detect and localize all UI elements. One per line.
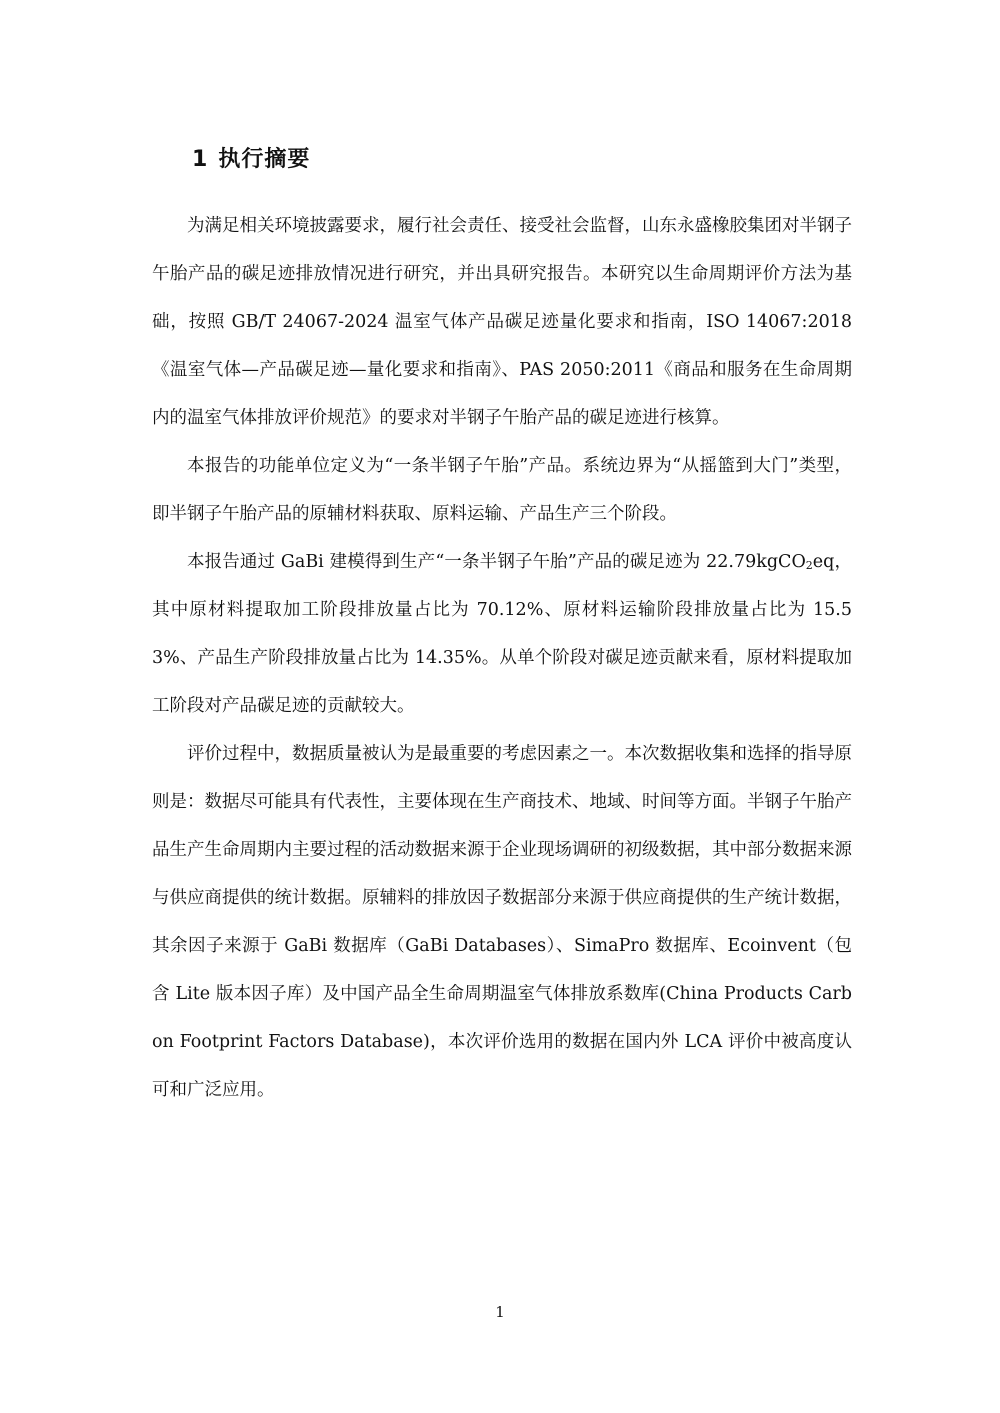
body-text bbox=[152, 202, 852, 1114]
section-number: 1 bbox=[192, 147, 209, 172]
paragraph-data-quality: 评价过程中，数据质量被认为是最重要的考虑因素之一。本次数据收集和选择的指导原则是：数据尽可能具有代表性，主要体现在生产商技术、地域、时间等方面。半钢子午胎产品生产生命周期内主要过程的活动数据来源于企业现场调研的初级数据，其中部分数据来源与供应商提供的统计数据。原辅料的排放因子数据部分来源于供应商提供的生产统计数据，其余因子来源于 GaBi 数据库（GaBi Databases）、SimaPro 数据库、Ecoinvent（包含 Lite 版本因子库）及中国产品全生命周期温室气体排放系数库(China Products Carbon Footprint Factors Database)，本次评价选用的数据在国内外 LCA 评价中被高度认可和广泛应用。 bbox=[152, 744, 852, 1100]
section-title: 执行摘要 bbox=[218, 147, 311, 172]
section-heading bbox=[192, 142, 310, 178]
paragraph-carbon-footprint-result bbox=[152, 538, 852, 730]
co2-subscript: 2 bbox=[805, 559, 813, 572]
paragraph-functional-unit: 本报告的功能单位定义为“一条半钢子午胎”产品。系统边界为“从摇篮到大门”类型，即半钢子午胎产品的原辅材料获取、原料运输、产品生产三个阶段。 bbox=[152, 456, 852, 524]
paragraph-purpose: 为满足相关环境披露要求，履行社会责任、接受社会监督，山东永盛橡胶集团对半钢子午胎产品的碳足迹排放情况进行研究，并出具研究报告。本研究以生命周期评价方法为基础，按照 GB/T 24067-2024 温室气体产品碳足迹量化要求和指南，ISO 14067:2018《温室气体—产品碳足迹—量化要求和指南》、PAS 2050:2011《商品和服务在生命周期内的温室气体排放评价规范》的要求对半钢子午胎产品的碳足迹进行核算。 bbox=[152, 216, 852, 428]
page-number: 1 bbox=[495, 1303, 505, 1321]
footprint-text-before: 本报告通过 GaBi 建模得到生产“一条半钢子午胎”产品的碳足迹为 22.79kgCO bbox=[187, 552, 806, 572]
footprint-text-after: eq，其中原材料提取加工阶段排放量占比为 70.12%、原材料运输阶段排放量占比为 15.53%、产品生产阶段排放量占比为 14.35%。从单个阶段对碳足迹贡献来看，原材料提取加工阶段对产品碳足迹的贡献较大。 bbox=[152, 552, 852, 716]
